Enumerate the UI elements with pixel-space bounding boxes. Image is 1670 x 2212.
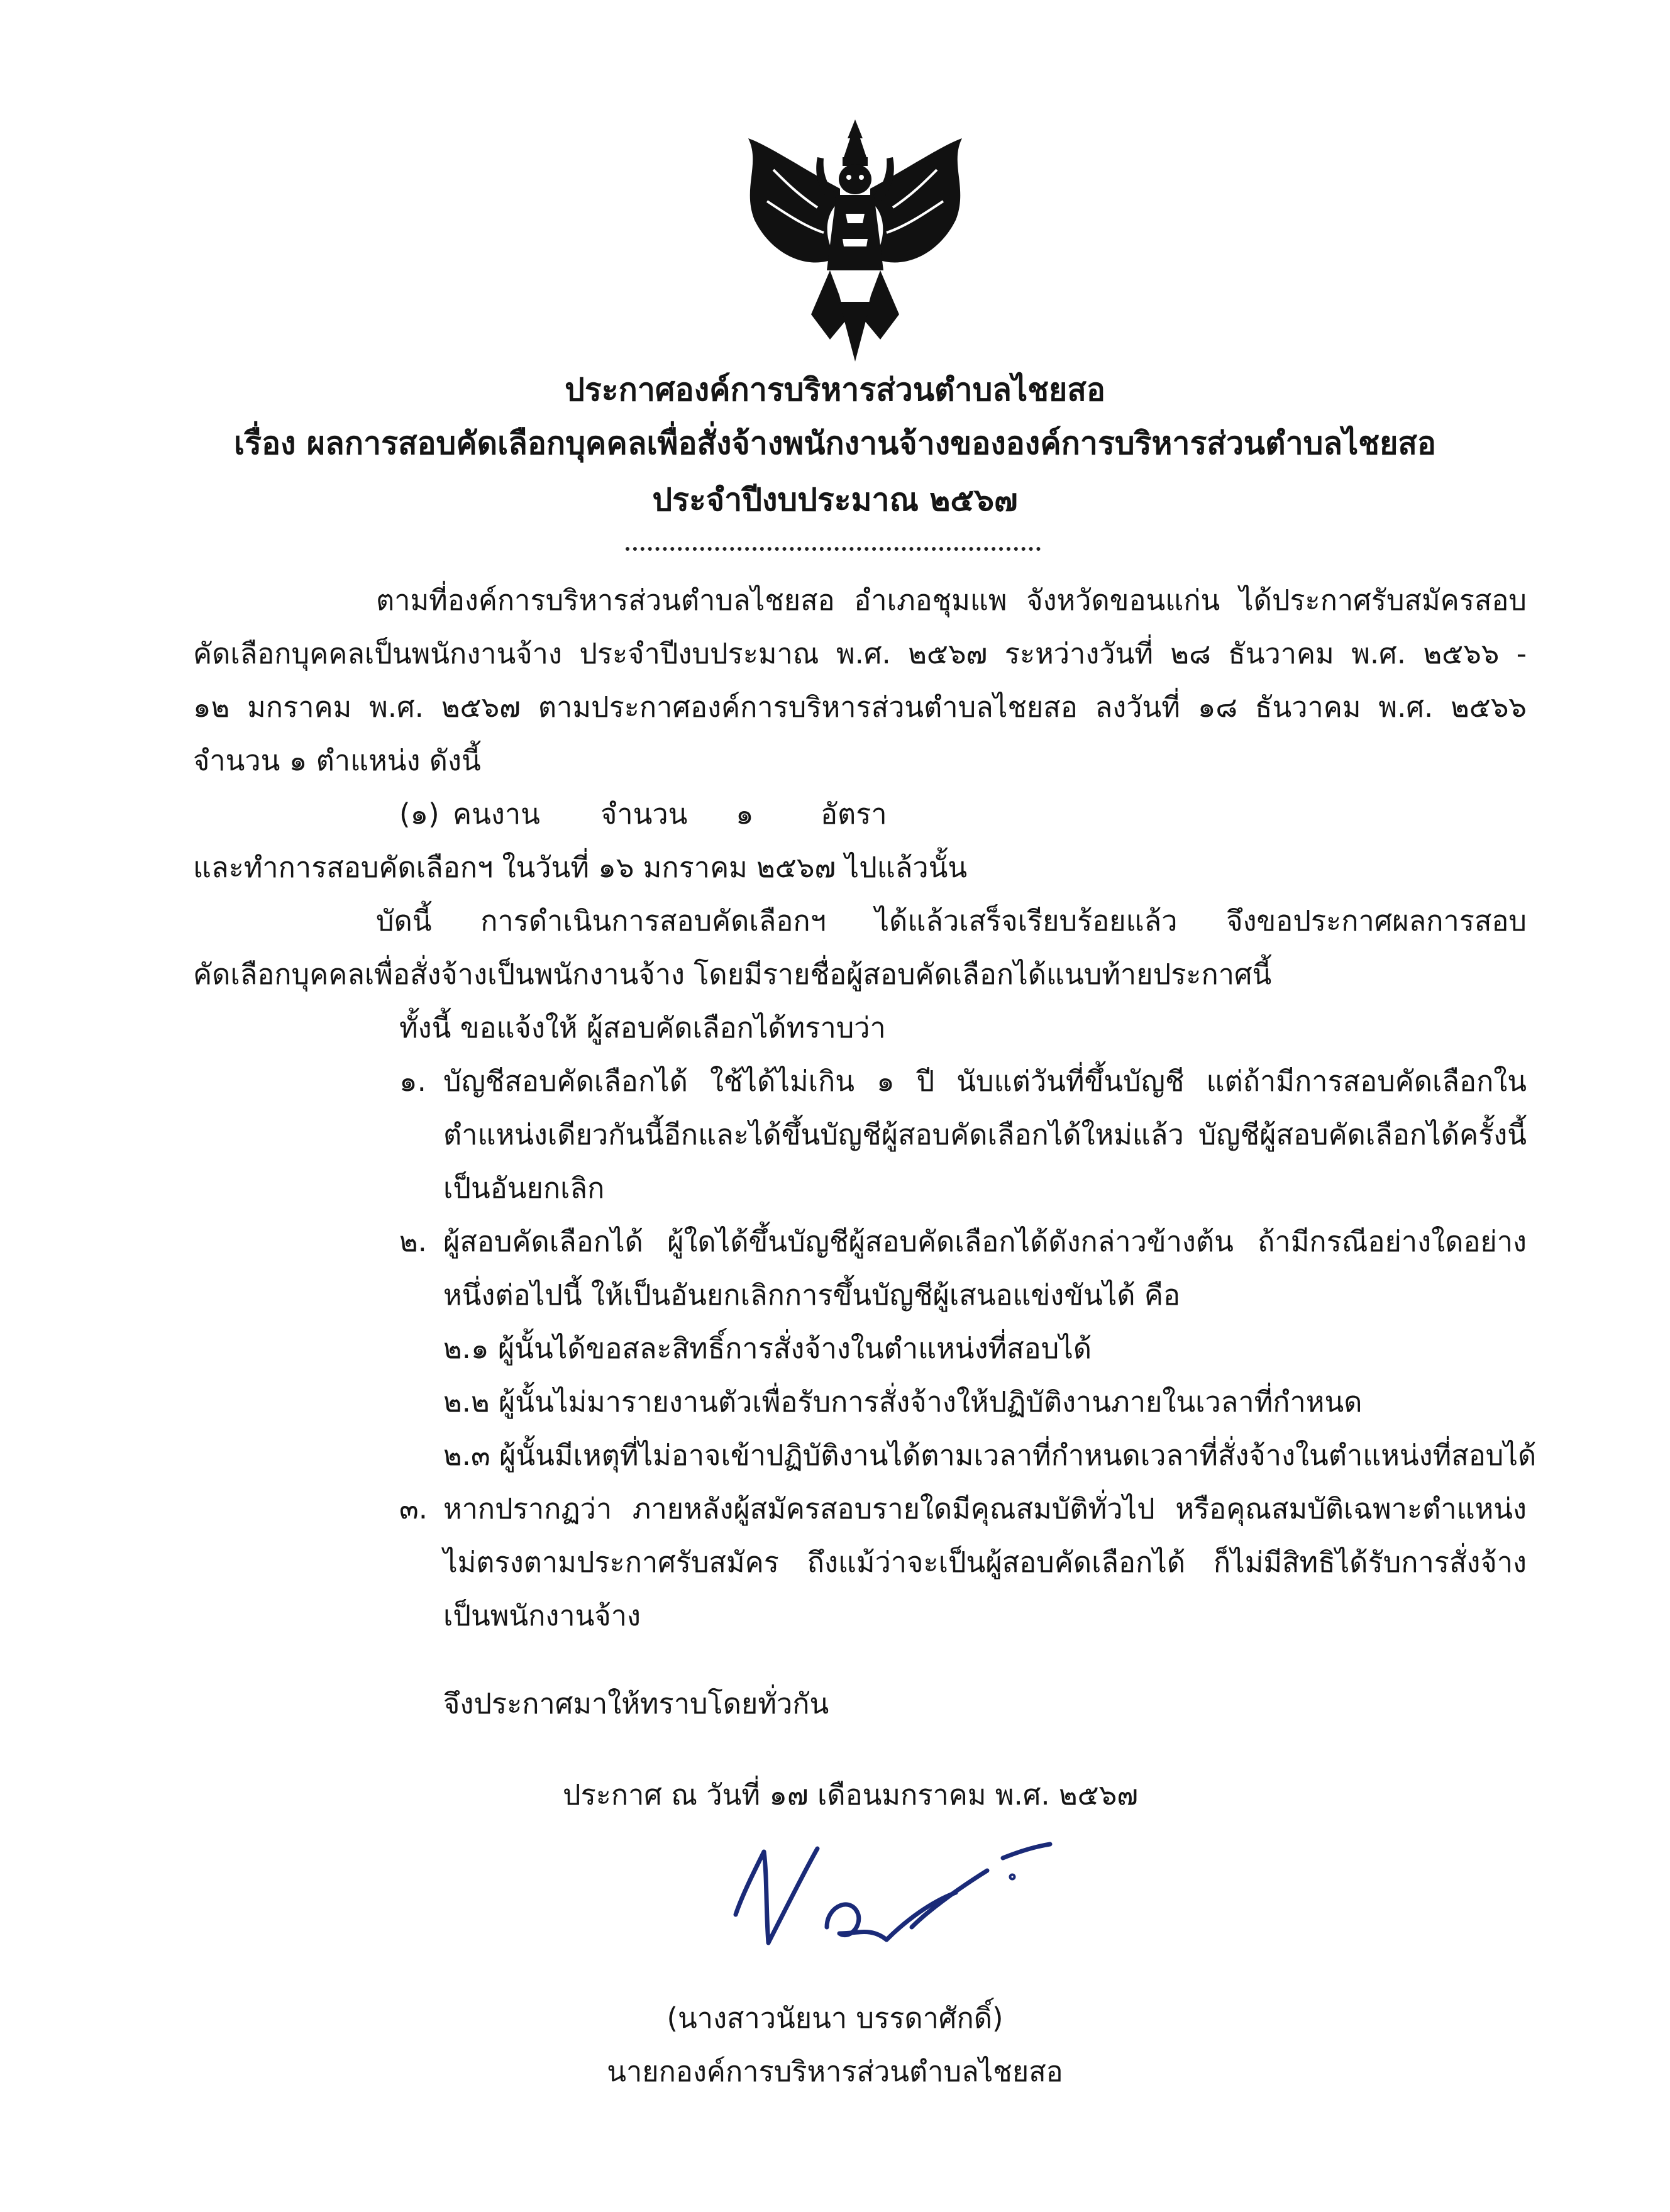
position-name: คนงาน xyxy=(453,797,540,831)
position-unit: อัตรา xyxy=(821,797,887,831)
item-3-line-1: หากปรากฏว่า ภายหลังผู้สมัครสอบรายใดมีคุณสมบัติทั่วไป หรือคุณสมบัติเฉพาะตำแหน่ง xyxy=(443,1492,1527,1525)
item-2-number: ๒. xyxy=(399,1225,427,1258)
fiscal-year: ประจำปีงบประมาณ ๒๕๖๗ xyxy=(652,482,1018,518)
signatory-name: (นางสาวนัยนา บรรดาศักดิ์) xyxy=(666,2001,1004,2035)
announcement-title: ประกาศองค์การบริหารส่วนตำบลไชยสอ xyxy=(565,372,1105,408)
para1-line-2: คัดเลือกบุคคลเป็นพนักงานจ้าง ประจำปีงบประมาณ พ.ศ. ๒๕๖๗ ระหว่างวันที่ ๒๘ ธันวาคม พ.ศ. ๒๕๖๖ - xyxy=(193,637,1527,670)
para1-line-3: ๑๒ มกราคม พ.ศ. ๒๕๖๗ ตามประกาศองค์การบริหารส่วนตำบลไชยสอ ลงวันที่ ๑๘ ธันวาคม พ.ศ. ๒๕๖๖ xyxy=(193,690,1527,724)
exam-date-line: และทำการสอบคัดเลือกฯ ในวันที่ ๑๖ มกราคม ๒๕๖๗ ไปแล้วนั้น xyxy=(193,851,968,884)
announce-date: ประกาศ ณ วันที่ ๑๗ เดือนมกราคม พ.ศ. ๒๕๖๗ xyxy=(563,1778,1139,1811)
item-1-number: ๑. xyxy=(399,1065,426,1098)
position-number: (๑) xyxy=(399,797,440,831)
item-2-subitem-2: ๒.๒ ผู้นั้นไม่มารายงานตัวเพื่อรับการสั่งจ้างให้ปฏิบัติงานภายในเวลาที่กำหนด xyxy=(443,1385,1363,1418)
item-2-line-2: หนึ่งต่อไปนี้ ให้เป็นอันยกเลิกการขึ้นบัญชีผู้เสนอแข่งขันได้ คือ xyxy=(443,1278,1181,1312)
notice-intro: ทั้งนี้ ขอแจ้งให้ ผู้สอบคัดเลือกได้ทราบว่า xyxy=(399,1011,886,1044)
para2-line-1: บัดนี้ การดำเนินการสอบคัดเลือกฯ ได้แล้วเสร็จเรียบร้อยแล้ว จึงขอประกาศผลการสอบ xyxy=(376,904,1527,937)
handwritten-signature-icon xyxy=(717,1833,1056,1959)
position-count: ๑ xyxy=(736,797,754,831)
signatory-title: นายกองค์การบริหารส่วนตำบลไชยสอ xyxy=(607,2055,1063,2088)
item-2-subitem-3: ๒.๓ ผู้นั้นมีเหตุที่ไม่อาจเข้าปฏิบัติงานได้ตามเวลาที่กำหนดเวลาที่สั่งจ้างในตำแหน่งที่สอบได้ xyxy=(443,1439,1537,1472)
item-1-line-1: บัญชีสอบคัดเลือกได้ ใช้ได้ไม่เกิน ๑ ปี นับแต่วันที่ขึ้นบัญชี แต่ถ้ามีการสอบคัดเลือกใน xyxy=(443,1065,1527,1098)
position-count-label: จำนวน xyxy=(600,797,688,831)
announcement-subject: เรื่อง ผลการสอบคัดเลือกบุคคลเพื่อสั่งจ้างพนักงานจ้างขององค์การบริหารส่วนตำบลไชยสอ xyxy=(234,425,1436,462)
item-1-line-3: เป็นอันยกเลิก xyxy=(443,1171,605,1205)
garuda-emblem-icon xyxy=(729,113,981,365)
item-2-subitem-1: ๒.๑ ผู้นั้นได้ขอสละสิทธิ์การสั่งจ้างในตำแหน่งที่สอบได้ xyxy=(443,1332,1092,1365)
item-3-line-2: ไม่ตรงตามประกาศรับสมัคร ถึงแม้ว่าจะเป็นผู้สอบคัดเลือกได้ ก็ไม่มีสิทธิได้รับการสั่งจ้าง xyxy=(443,1546,1527,1579)
item-3-line-3: เป็นพนักงานจ้าง xyxy=(443,1599,641,1632)
para1-line-4: จำนวน ๑ ตำแหน่ง ดังนี้ xyxy=(193,744,481,777)
item-3-number: ๓. xyxy=(399,1492,428,1525)
para1-line-1: ตามที่องค์การบริหารส่วนตำบลไชยสอ อำเภอชุมแพ จังหวัดขอนแก่น ได้ประกาศรับสมัครสอบ xyxy=(376,583,1527,617)
item-2-line-1: ผู้สอบคัดเลือกได้ ผู้ใดได้ขึ้นบัญชีผู้สอบคัดเลือกได้ดังกล่าวข้างต้น ถ้ามีกรณีอย่างใดอย่าง xyxy=(443,1225,1527,1258)
item-1-line-2: ตำแหน่งเดียวกันนี้อีกและได้ขึ้นบัญชีผู้สอบคัดเลือกได้ใหม่แล้ว บัญชีผู้สอบคัดเลือกได้ครั้งนี้ xyxy=(443,1118,1527,1151)
para2-line-2: คัดเลือกบุคคลเพื่อสั่งจ้างเป็นพนักงานจ้าง โดยมีรายชื่อผู้สอบคัดเลือกได้แนบท้ายประกาศนี้ xyxy=(193,958,1272,991)
closing-statement: จึงประกาศมาให้ทราบโดยทั่วกัน xyxy=(443,1687,829,1720)
dotted-divider xyxy=(626,547,1041,551)
